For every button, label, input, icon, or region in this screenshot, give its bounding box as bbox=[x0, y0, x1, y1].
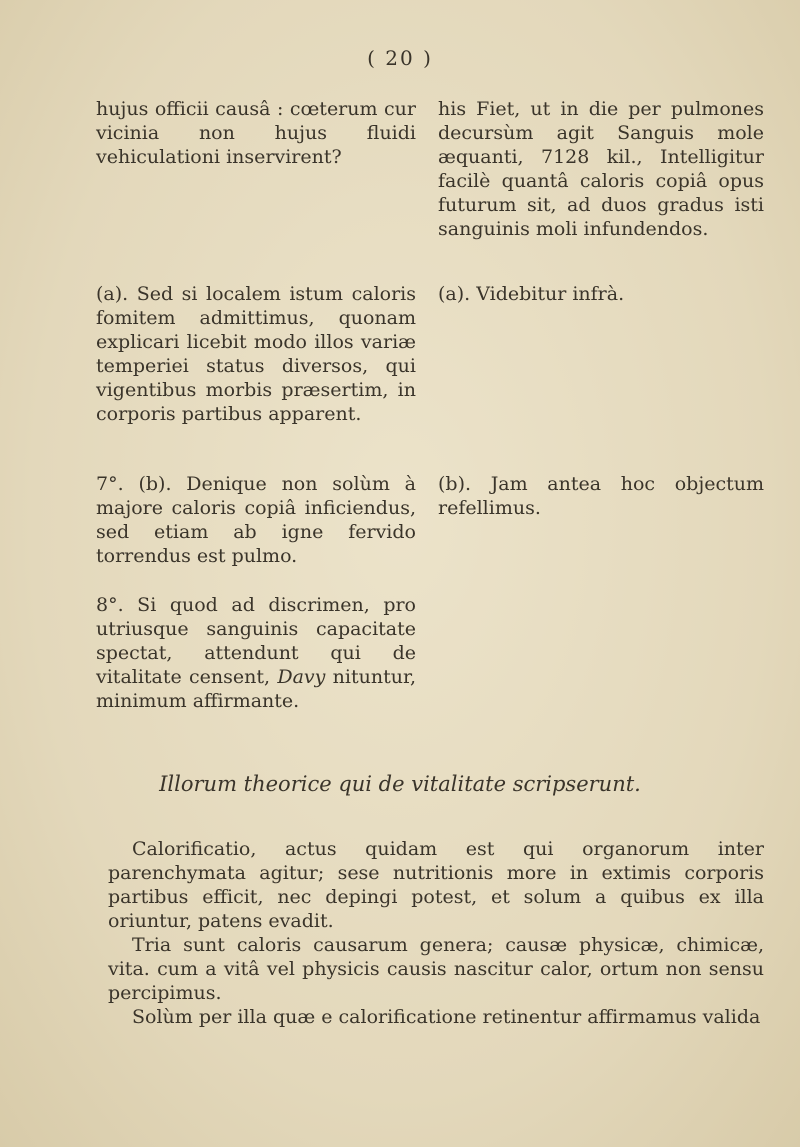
right-column-note-a bbox=[438, 282, 764, 306]
body-para-1: Calorificatio, actus quidam est qui organorum inter parenchymata agitur; sese nutritionis more in extimis corporis partibus efficit, nec depingi potest, et solum a quibus ex illa oriuntur, patens evadit. bbox=[108, 838, 764, 932]
page-number: ( 20 ) bbox=[367, 46, 433, 70]
right-column-paragraph-1 bbox=[438, 97, 764, 241]
right-note-a: (a). Videbitur infrà. bbox=[438, 283, 625, 305]
left-column-note-a bbox=[96, 282, 416, 426]
body-text bbox=[108, 837, 764, 1029]
right-note-b: (b). Jam antea hoc objectum refellimus. bbox=[438, 473, 764, 519]
right-column-note-b bbox=[438, 472, 764, 520]
left-para-1: hujus officii causâ : cœterum cur vicinia non hujus fluidi vehiculationi inservirent? bbox=[96, 98, 416, 168]
section-heading: Illorum theorice qui de vitalitate scripserunt. bbox=[159, 772, 641, 796]
item-8-after: nituntur, minimum affirmante. bbox=[96, 666, 417, 712]
left-column-item-8 bbox=[96, 593, 416, 713]
left-column-paragraph-1 bbox=[96, 97, 416, 169]
item-8-name: Davy bbox=[277, 666, 326, 688]
left-item-8 bbox=[96, 593, 416, 713]
item-8-before: 8°. Si quod ad discrimen, pro utriusque sanguinis capacitate spectat, attendunt qui de vitalitate censent, bbox=[96, 594, 416, 688]
left-item-7: 7°. (b). Denique non solùm à majore caloris copiâ inficiendus, sed etiam ab igne fervido torrendus est pulmo. bbox=[96, 473, 416, 567]
body-para-2: Tria sunt caloris causarum genera; causæ physicæ, chimicæ, vita. cum a vitâ vel physicis causis nascitur calor, ortum non sensu percipimus. bbox=[108, 934, 764, 1004]
body-para-3: Solùm per illa quæ e calorificatione retinentur affirmamus valida bbox=[132, 1006, 761, 1028]
left-note-a: (a). Sed si localem istum caloris fomitem admittimus, quonam explicari licebit modo illos variæ temperiei status diversos, qui vigentibus morbis præsertim, in corporis partibus apparent. bbox=[96, 283, 416, 425]
right-para-1: his Fiet, ut in die per pulmones decursùm agit Sanguis mole æquanti, 7128 kil., Intelligitur facilè quantâ caloris copiâ opus futurum sit, ad duos gradus isti sanguinis moli infundendos. bbox=[438, 98, 764, 240]
left-column-item-7 bbox=[96, 472, 416, 568]
